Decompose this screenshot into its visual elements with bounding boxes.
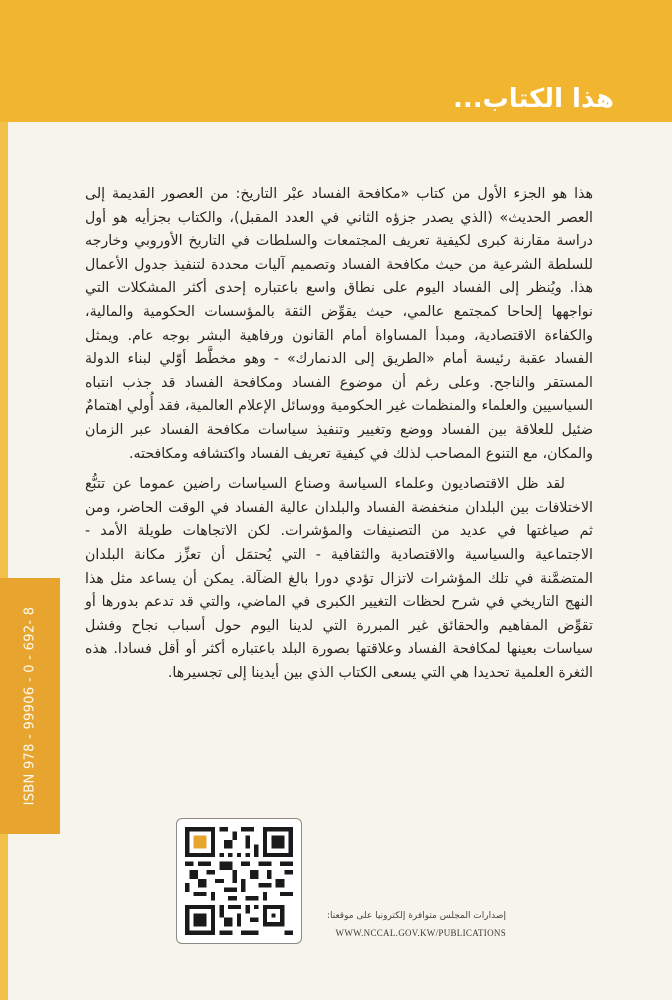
qr-code-frame: [176, 818, 302, 944]
blurb-paragraph-1: هذا هو الجزء الأول من كتاب «مكافحة الفساد عبْر التاريخ: من العصور القديمة إلى العصر الحديث» (الذي يصدر جزؤه الثاني في العدد المقبل)، والكتاب بجزأيه هو أول دراسة مقارنة كبرى لكيفية تعريف المجتمعات والسلطات في التاريخ الأوروبي وخارجه للسلطة الشرعية من حيث مكافحة الفساد وتصميم آليات محددة لتنفيذ جدول الأعمال هذا. ويُنظر إلى الفساد اليوم على نطاق واسع باعتباره إحدى أكثر المشكلات التي نواجهها إلحاحا كمجتمع عالمي، حيث يقوِّض الثقة بالمؤسسات الحكومية والمالية، والكفاءة الاقتصادية، ومبدأ المساواة أمام القانون ورفاهية البشر بوجه عام. ويمثل الفساد عقبة رئيسة أمام «الطريق إلى الدنمارك» - وهو مخطَّط أوّلي لبناء الدولة المستقر والناجح. وعلى رغم أن موضوع الفساد ومكافحة الفساد قد جذب انتباه السياسيين والعلماء والمنظمات غير الحكومية ووسائل الإعلام العالمية، فقد أُولي اهتمامٌ ضئيل للعلاقة بين الفساد ووضع وتغيير وتنفيذ سياسات مكافحة الفساد عبر الزمان والمكان، مع التنوع المصاحب لذلك في كيفية تعريف الفساد واكتشافه ومكافحته.: [85, 186, 593, 462]
blurb-text: [85, 183, 593, 685]
blurb-paragraph-2: لقد ظل الاقتصاديون وعلماء السياسة وصناع السياسات راضين عموما عن تتبُّع الاختلافات بين البلدان منخفضة الفساد والبلدان عالية الفساد في الوقت الحاضر، ومن ثم صياغتها في عديد من التصنيفات والمؤشرات. لكن الاتجاهات طويلة الأمد - الاجتماعية والسياسية والاقتصادية والثقافية - التي يُحتمَل أن تعزِّز مكانة البلدان المتضمَّنة في تلك المؤشرات لاتزال تؤدي دورا بالغ الضآلة. يمكن أن يساعد مثل هذا النهج التاريخي في شرح لحظات التغيير الكبرى في الماضي، والتي قد تدعم بدورها أو تقوِّض المفاهيم والحقائق غير المبررة التي لدينا اليوم حول أسباب نجاح وفشل سياسات بعينها لمكافحة الفساد وعلاقتها بصورة البلد باعتباره أكثر أو أقل فسادا. هذه الثغرة العلمية تحديدا هي التي يسعى الكتاب الذي بين أيدينا إلى تجسيرها.: [85, 476, 593, 681]
publications-url[interactable]: WWW.NCCAL.GOV.KW/PUBLICATIONS: [335, 928, 506, 938]
book-heading: هذا الكتاب...: [453, 84, 614, 114]
qr-code-icon: [185, 827, 293, 935]
publications-note: إصدارات المجلس متوافرة إلكترونيا على موقعنا:: [326, 911, 506, 921]
isbn-number: ISBN 978 - 99906 - 0 - 692- 8: [22, 606, 38, 806]
left-accent-strip: [0, 122, 8, 1000]
